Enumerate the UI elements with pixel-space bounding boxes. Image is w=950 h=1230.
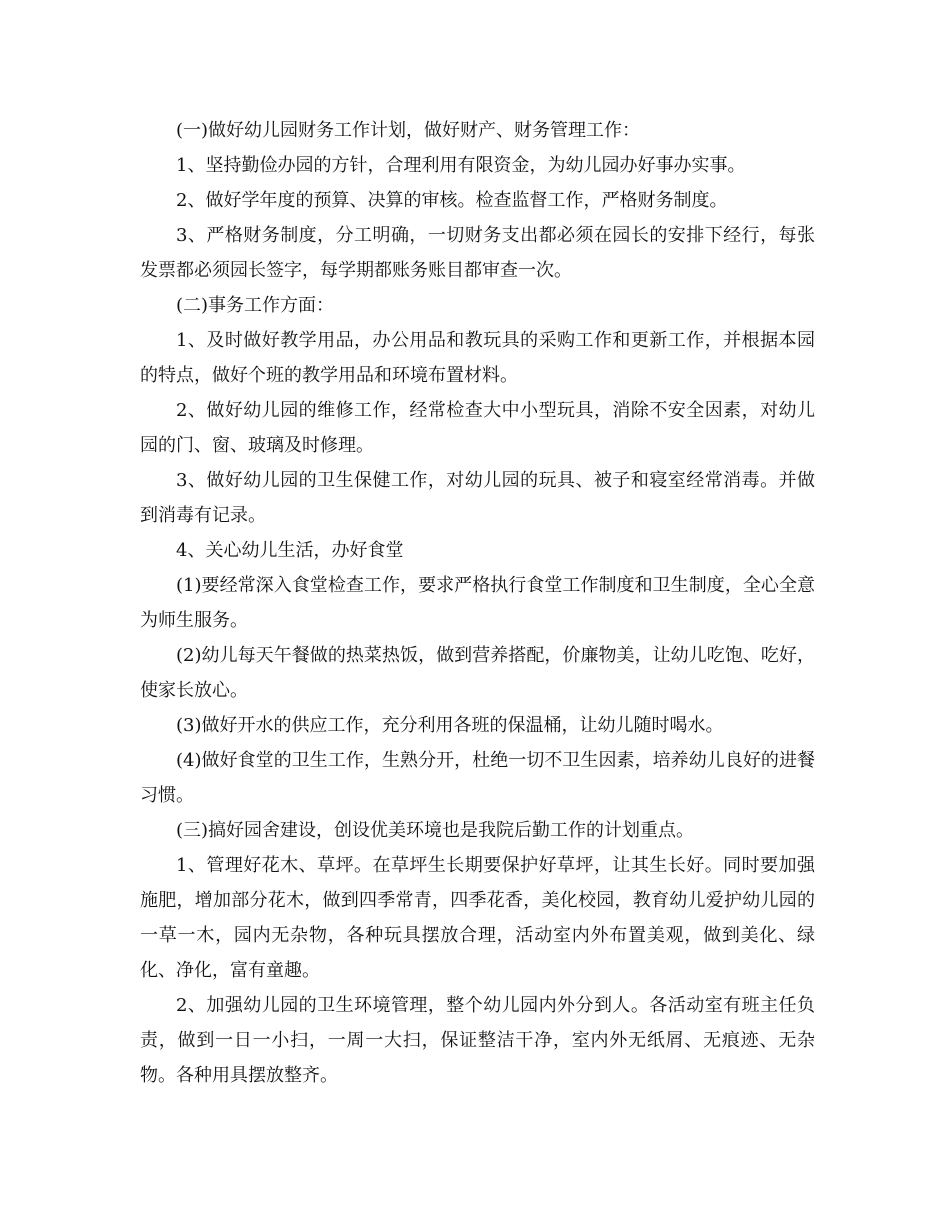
affairs-item-4: 4、关心幼儿生活，办好食堂 xyxy=(176,540,404,561)
affairs-item-2: 2、做好幼儿园的维修工作，经常检查大中小型玩具，消除不安全因素，对幼儿园的门、窗、玻璃及时修理。 xyxy=(140,400,815,456)
affairs-item-3: 3、做好幼儿园的卫生保健工作，对幼儿园的玩具、被子和寝室经常消毒。并做到消毒有记录。 xyxy=(140,470,815,526)
canteen-subitem-1: (1)要经常深入食堂检查工作，要求严格执行食堂工作制度和卫生制度，全心全意为师生服务。 xyxy=(140,575,815,631)
canteen-subitem-2: (2)幼儿每天午餐做的热菜热饭，做到营养搭配，价廉物美，让幼儿吃饱、吃好，使家长放心。 xyxy=(140,645,815,701)
canteen-subitem-4: (4)做好食堂的卫生工作，生熟分开，杜绝一切不卫生因素，培养幼儿良好的进餐习惯。 xyxy=(140,750,815,806)
campus-item-2: 2、加强幼儿园的卫生环境管理，整个幼儿园内外分到人。各活动室有班主任负责，做到一日一小扫，一周一大扫，保证整洁干净，室内外无纸屑、无痕迹、无杂物。各种用具摆放整齐。 xyxy=(140,995,815,1086)
finance-item-3: 3、严格财务制度，分工明确，一切财务支出都必须在园长的安排下经行，每张发票都必须园长签字，每学期都账务账目都审查一次。 xyxy=(140,225,815,281)
section-heading-finance: (一)做好幼儿园财务工作计划，做好财产、财务管理工作： xyxy=(176,120,641,141)
section-heading-affairs: (二)事务工作方面： xyxy=(176,295,335,316)
campus-item-1: 1、管理好花木、草坪。在草坪生长期要保护好草坪，让其生长好。同时要加强施肥，增加部分花木，做到四季常青，四季花香，美化校园，教育幼儿爱护幼儿园的一草一木，园内无杂物，各种玩具摆放合理，活动室内外布置美观，做到美化、绿化、净化，富有童趣。 xyxy=(140,855,815,981)
canteen-subitem-3: (3)做好开水的供应工作，充分利用各班的保温桶，让幼儿随时喝水。 xyxy=(176,715,724,736)
affairs-item-1: 1、及时做好教学用品，办公用品和教玩具的采购工作和更新工作，并根据本园的特点，做好个班的教学用品和环境布置材料。 xyxy=(140,330,815,386)
finance-item-1: 1、坚持勤俭办园的方针，合理利用有限资金，为幼儿园办好事办实事。 xyxy=(176,155,746,176)
finance-item-2: 2、做好学年度的预算、决算的审核。检查监督工作，严格财务制度。 xyxy=(176,190,728,211)
document-body xyxy=(140,113,815,1093)
section-heading-campus: (三)搞好园舍建设，创设优美环境也是我院后勤工作的计划重点。 xyxy=(176,820,695,841)
